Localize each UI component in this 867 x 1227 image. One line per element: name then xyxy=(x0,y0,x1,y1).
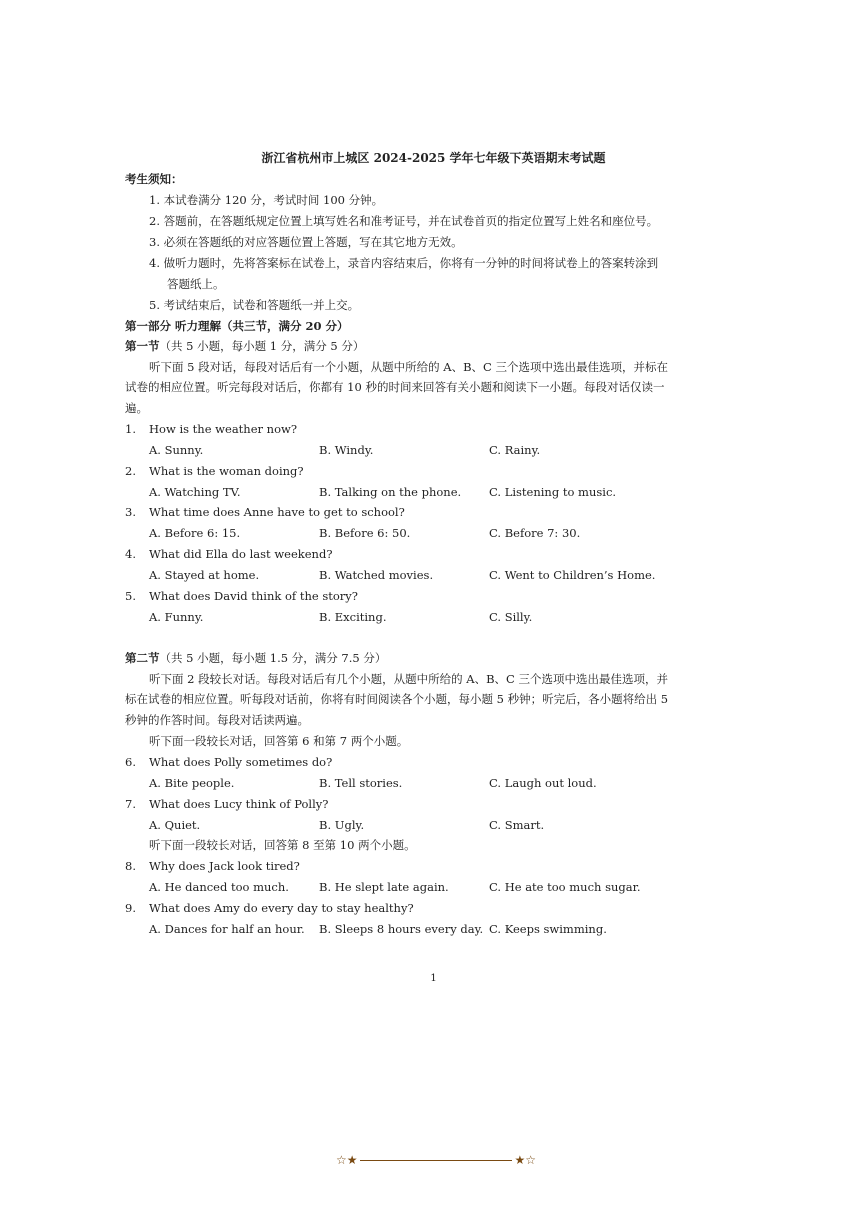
option-c: C. He ate too much sugar. xyxy=(489,880,641,894)
dialogue-instruction: 听下面一段较长对话，回答第 8 至第 10 两个小题。 xyxy=(149,838,416,852)
notice-item: 5. 考试结束后，试卷和答题纸一并上交。 xyxy=(149,298,360,312)
section2-instruction: 听下面 2 段较长对话。每段对话后有几个小题，从题中所给的 A、B、C 三个选项中选出最佳选项，并 xyxy=(149,672,668,686)
option-b: B. Watched movies. xyxy=(319,568,434,582)
option-c: C. Rainy. xyxy=(489,443,541,457)
section2-instruction: 标在试卷的相应位置。听每段对话前，你将有时间阅读各个小题，每小题 5 秒钟；听完后，各小题将给出 5 xyxy=(125,692,669,706)
question-number: 4. xyxy=(125,547,136,561)
section1-instruction: 试卷的相应位置。听完每段对话后，你都有 10 秒的时间来回答有关小题和阅读下一小题。每段对话仅读一 xyxy=(125,380,665,394)
part1-heading: 第一部分 听力理解（共三节，满分 20 分） xyxy=(125,319,349,333)
question-text: What did Ella do last weekend? xyxy=(149,547,333,561)
section1-info: （共 5 小题，每小题 1 分，满分 5 分） xyxy=(159,339,365,353)
question-text: What does Amy do every day to stay healthy? xyxy=(149,901,414,915)
question-number: 7. xyxy=(125,797,136,811)
option-b: B. He slept late again. xyxy=(319,880,449,894)
option-c: C. Silly. xyxy=(489,610,533,624)
option-c: C. Keeps swimming. xyxy=(489,922,607,936)
question-number: 3. xyxy=(125,505,136,519)
question-text: What does Polly sometimes do? xyxy=(149,755,333,769)
question-number: 9. xyxy=(125,901,136,915)
notice-item: 4. 做听力题时，先将答案标在试卷上，录音内容结束后，你将有一分钟的时间将试卷上的答案转涂到 xyxy=(149,256,659,270)
question-text: How is the weather now? xyxy=(149,422,298,436)
section1-instruction: 遍。 xyxy=(125,401,148,415)
option-c: C. Listening to music. xyxy=(489,485,617,499)
option-b: B. Tell stories. xyxy=(319,776,403,790)
question-number: 8. xyxy=(125,859,136,873)
option-c: C. Before 7: 30. xyxy=(489,526,581,540)
question-text: What does Lucy think of Polly? xyxy=(149,797,329,811)
option-a: A. Dances for half an hour. xyxy=(149,922,305,936)
option-a: A. Watching TV. xyxy=(149,485,241,499)
option-c: C. Went to Children’s Home. xyxy=(489,568,656,582)
footer-ornament xyxy=(336,1152,536,1168)
question-number: 6. xyxy=(125,755,136,769)
star-icon: ☆★ xyxy=(336,1153,358,1167)
page-number: 1 xyxy=(430,973,437,984)
exam-title: 浙江省杭州市上城区 2024-2025 学年七年级下英语期末考试题 xyxy=(261,151,606,165)
section2-info: （共 5 小题，每小题 1.5 分，满分 7.5 分） xyxy=(159,651,387,665)
option-b: B. Sleeps 8 hours every day. xyxy=(319,922,484,936)
notice-item: 答题纸上。 xyxy=(167,277,225,291)
option-a: A. Bite people. xyxy=(149,776,235,790)
section1-label: 第一节 xyxy=(125,339,160,353)
section1-heading xyxy=(125,339,364,353)
section2-label: 第二节 xyxy=(125,651,160,665)
section1-instruction: 听下面 5 段对话，每段对话后有一个小题，从题中所给的 A、B、C 三个选项中选出最佳选项，并标在 xyxy=(149,360,668,374)
notice-item: 3. 必须在答题纸的对应答题位置上答题，写在其它地方无效。 xyxy=(149,235,463,249)
option-a: A. Stayed at home. xyxy=(149,568,260,582)
option-c: C. Laugh out loud. xyxy=(489,776,597,790)
question-number: 5. xyxy=(125,589,136,603)
dialogue-instruction: 听下面一段较长对话，回答第 6 和第 7 两个小题。 xyxy=(149,734,409,748)
option-b: B. Ugly. xyxy=(319,818,365,832)
notice-heading: 考生须知： xyxy=(125,172,183,186)
question-text: What is the woman doing? xyxy=(149,464,304,478)
section2-heading xyxy=(125,651,386,665)
option-a: A. Sunny. xyxy=(149,443,204,457)
option-b: B. Talking on the phone. xyxy=(319,485,462,499)
notice-item: 2. 答题前，在答题纸规定位置上填写姓名和准考证号，并在试卷首页的指定位置写上姓名和座位号。 xyxy=(149,214,659,228)
option-a: A. Quiet. xyxy=(149,818,201,832)
question-text: What does David think of the story? xyxy=(149,589,358,603)
option-c: C. Smart. xyxy=(489,818,545,832)
star-icon: ★☆ xyxy=(514,1153,536,1167)
question-number: 1. xyxy=(125,422,136,436)
question-text: What time does Anne have to get to school? xyxy=(149,505,405,519)
question-text: Why does Jack look tired? xyxy=(149,859,300,873)
section2-instruction: 秒钟的作答时间。每段对话读两遍。 xyxy=(125,713,309,727)
question-number: 2. xyxy=(125,464,136,478)
option-b: B. Windy. xyxy=(319,443,374,457)
option-a: A. Before 6: 15. xyxy=(149,526,241,540)
notice-item: 1. 本试卷满分 120 分，考试时间 100 分钟。 xyxy=(149,193,384,207)
option-a: A. He danced too much. xyxy=(149,880,289,894)
footer-divider xyxy=(360,1160,513,1161)
option-b: B. Exciting. xyxy=(319,610,387,624)
option-b: B. Before 6: 50. xyxy=(319,526,411,540)
option-a: A. Funny. xyxy=(149,610,204,624)
